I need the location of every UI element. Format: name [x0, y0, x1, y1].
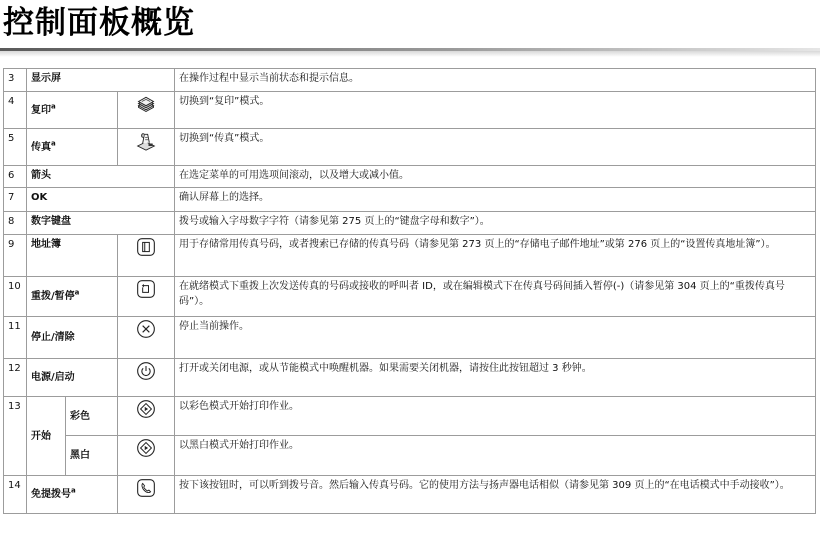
- control-description: 以彩色模式开始打印作业。: [175, 397, 816, 436]
- table-row: [4, 129, 816, 166]
- stop-clear-icon: [136, 319, 156, 339]
- page-title: 控制面板概览: [3, 5, 195, 41]
- table-row: [4, 235, 816, 277]
- redial-pause-icon: [136, 279, 156, 299]
- control-name: 电源/启动: [27, 359, 118, 397]
- control-description: 在就绪模式下重拨上次发送传真的号码或接收的呼叫者 ID，或在编辑模式下在传真号码间插入暂停(-)（请参见第 304 页上的“重拨传真号码”）。: [175, 277, 816, 317]
- power-button[interactable]: [118, 359, 175, 397]
- row-number: 8: [4, 212, 27, 235]
- table-row: [4, 476, 816, 514]
- footnote-marker: a: [71, 486, 76, 495]
- control-description: 以黑白模式开始打印作业。: [175, 436, 816, 476]
- start-mono-button[interactable]: [118, 436, 175, 476]
- row-number: 5: [4, 129, 27, 166]
- control-name-text: 复印: [31, 104, 51, 116]
- control-sub-name: 彩色: [66, 397, 118, 436]
- title-rule-shadow: [0, 51, 820, 57]
- row-number: 6: [4, 166, 27, 188]
- control-name: [27, 92, 118, 129]
- control-name-text: 传真: [31, 141, 51, 153]
- power-icon: [136, 361, 156, 381]
- on-hook-dial-button[interactable]: [118, 476, 175, 514]
- redial-pause-button[interactable]: [118, 277, 175, 317]
- address-book-button[interactable]: [118, 235, 175, 277]
- copy-icon: [136, 94, 156, 114]
- row-number: 9: [4, 235, 27, 277]
- footnote-marker: a: [74, 288, 80, 297]
- table-row: [4, 166, 816, 188]
- table-row: [4, 397, 816, 436]
- control-name: 地址簿: [27, 235, 118, 277]
- control-description: 用于存储常用传真号码，或者搜索已存储的传真号码（请参见第 273 页上的“存储电子邮件地址”或第 276 页上的“设置传真地址簿”）。: [175, 235, 816, 277]
- control-description: 切换到“传真”模式。: [175, 129, 816, 166]
- fax-button[interactable]: [118, 129, 175, 166]
- table-row: [4, 212, 816, 235]
- control-description: 在选定菜单的可用选项间滚动，以及增大或减小值。: [175, 166, 816, 188]
- control-name-text: 重拨/暂停: [31, 291, 75, 302]
- control-description: 确认屏幕上的选择。: [175, 188, 816, 212]
- on-hook-dial-icon: [136, 478, 156, 498]
- footnote-marker: a: [51, 102, 56, 111]
- control-description: 在操作过程中显示当前状态和提示信息。: [175, 69, 816, 92]
- control-name: [27, 129, 118, 166]
- address-book-icon: [136, 237, 156, 257]
- table-row: [4, 359, 816, 397]
- row-number: 7: [4, 188, 27, 212]
- control-name-text: 免提拨号: [31, 489, 71, 500]
- footnote-marker: a: [51, 139, 56, 148]
- table-row: [4, 188, 816, 212]
- control-name: OK: [27, 188, 175, 212]
- table-row: [4, 92, 816, 129]
- table-row: [4, 277, 816, 317]
- row-number: 11: [4, 317, 27, 359]
- control-sub-name: 黑白: [66, 436, 118, 476]
- control-description: 打开或关闭电源，或从节能模式中唤醒机器。如果需要关闭机器，请按住此按钮超过 3 秒钟。: [175, 359, 816, 397]
- fax-icon: [136, 131, 156, 151]
- control-description: 停止当前操作。: [175, 317, 816, 359]
- row-number: 13: [4, 397, 27, 476]
- row-number: 14: [4, 476, 27, 514]
- table-row: [4, 317, 816, 359]
- table-row: [4, 69, 816, 92]
- control-panel-table: [3, 68, 816, 514]
- row-number: 4: [4, 92, 27, 129]
- row-number: 3: [4, 69, 27, 92]
- control-name: [27, 277, 118, 317]
- stop-clear-button[interactable]: [118, 317, 175, 359]
- table-row: [4, 436, 816, 476]
- control-description: 按下该按钮时，可以听到拨号音。然后输入传真号码。它的使用方法与扬声器电话相似（请参见第 309 页上的“在电话模式中手动接收”）。: [175, 476, 816, 514]
- control-name: [27, 476, 118, 514]
- row-number: 10: [4, 277, 27, 317]
- control-description: 切换到“复印”模式。: [175, 92, 816, 129]
- control-name: 显示屏: [27, 69, 175, 92]
- start-mono-icon: [136, 438, 156, 458]
- control-description: 拨号或输入字母数字字符（请参见第 275 页上的“键盘字母和数字”）。: [175, 212, 816, 235]
- copy-button[interactable]: [118, 92, 175, 129]
- start-color-icon: [136, 399, 156, 419]
- control-name: 开始: [27, 397, 66, 476]
- start-color-button[interactable]: [118, 397, 175, 436]
- control-name: 箭头: [27, 166, 175, 188]
- control-name: 停止/清除: [27, 317, 118, 359]
- row-number: 12: [4, 359, 27, 397]
- control-name: 数字键盘: [27, 212, 175, 235]
